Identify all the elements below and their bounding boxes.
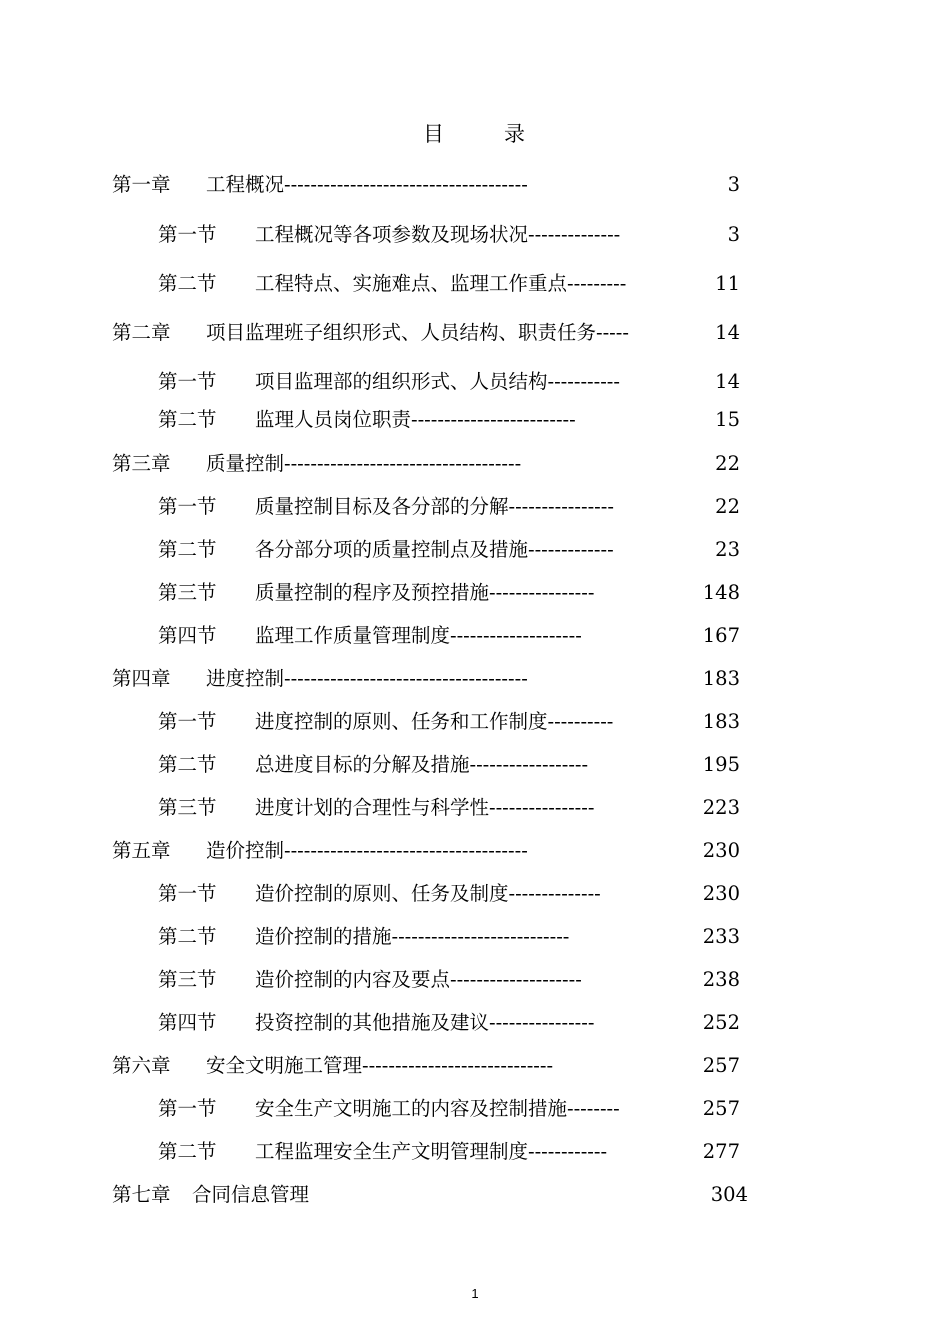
toc-title [0,118,950,148]
toc-entry-label: 第三节 [158,796,217,819]
toc-title-char-1: 目 [423,122,446,146]
toc-entry-title: 工程概况------------------------------------- [206,173,528,196]
toc-entry-title: 造价控制的内容及要点-------------------- [255,968,582,991]
toc-entry-label: 第二节 [158,272,217,295]
toc-entry-label: 第一节 [158,495,217,518]
toc-entry-page: 233 [702,925,740,948]
toc-entry-title: 质量控制目标及各分部的分解---------------- [255,495,614,518]
toc-chapter-entry [112,449,740,479]
toc-entry-label: 第三节 [158,968,217,991]
toc-entry-page: 195 [702,753,740,776]
toc-chapter-entry [112,1180,748,1210]
toc-entry-label: 第四节 [158,1011,217,1034]
toc-entry-title: 造价控制------------------------------------- [206,839,528,862]
toc-entry-page: 167 [702,624,740,647]
toc-entry-page: 252 [702,1011,740,1034]
toc-entry-title: 进度控制------------------------------------- [206,667,528,690]
toc-section-entry [158,220,740,250]
toc-entry-title: 安全生产文明施工的内容及控制措施-------- [255,1097,620,1120]
toc-entry-label: 第二节 [158,925,217,948]
toc-entry-label: 第一节 [158,223,217,246]
toc-entry-label: 第一节 [158,882,217,905]
toc-entry-label: 第三节 [158,581,217,604]
toc-entry-title: 项目监理班子组织形式、人员结构、职责任务----- [206,321,629,344]
toc-entry-title: 总进度目标的分解及措施------------------ [255,753,589,776]
toc-entry-title: 造价控制的原则、任务及制度-------------- [255,882,601,905]
toc-entry-page: 230 [702,882,740,905]
toc-entry-title: 合同信息管理 [192,1183,310,1206]
toc-entry-page: 15 [715,408,740,431]
toc-section-entry [158,578,740,608]
toc-entry-label: 第二节 [158,538,217,561]
toc-chapter-entry [112,1051,740,1081]
toc-entry-page: 183 [702,710,740,733]
toc-entry-title: 项目监理部的组织形式、人员结构----------- [255,370,620,393]
toc-entry-label: 第三章 [112,452,171,475]
toc-section-entry [158,492,740,522]
toc-entry-page: 230 [702,839,740,862]
toc-title-char-2: 录 [504,122,527,146]
toc-entry-page: 3 [727,223,740,246]
toc-entry-page: 14 [715,321,740,344]
toc-section-entry [158,535,740,565]
toc-entry-page: 148 [702,581,740,604]
toc-entry-page: 304 [710,1183,748,1206]
toc-entry-title: 监理工作质量管理制度-------------------- [255,624,582,647]
toc-entry-title: 工程监理安全生产文明管理制度------------ [255,1140,608,1163]
toc-entry-page: 183 [702,667,740,690]
toc-section-entry [158,707,740,737]
toc-entry-title: 进度计划的合理性与科学性---------------- [255,796,595,819]
toc-entry-page: 257 [702,1054,740,1077]
toc-entry-page: 277 [702,1140,740,1163]
toc-section-entry [158,269,740,299]
toc-entry-page: 238 [702,968,740,991]
toc-entry-page: 3 [727,173,740,196]
toc-entry-label: 第四节 [158,624,217,647]
toc-entry-title: 工程特点、实施难点、监理工作重点--------- [255,272,627,295]
toc-entry-page: 223 [702,796,740,819]
toc-section-entry [158,965,740,995]
toc-section-entry [158,405,740,435]
toc-entry-label: 第二节 [158,1140,217,1163]
toc-section-entry [158,879,740,909]
toc-entry-page: 22 [715,495,740,518]
toc-chapter-entry [112,836,740,866]
toc-entry-title: 安全文明施工管理----------------------------- [206,1054,554,1077]
toc-entry-title: 投资控制的其他措施及建议---------------- [255,1011,595,1034]
toc-section-entry [158,750,740,780]
toc-section-entry [158,1137,740,1167]
toc-chapter-entry [112,170,740,200]
toc-entry-label: 第六章 [112,1054,171,1077]
toc-entry-title: 进度控制的原则、任务和工作制度---------- [255,710,614,733]
toc-chapter-entry [112,664,740,694]
toc-entry-title: 工程概况等各项参数及现场状况-------------- [255,223,621,246]
toc-entry-title: 造价控制的措施--------------------------- [255,925,570,948]
toc-entry-label: 第一节 [158,370,217,393]
toc-section-entry [158,367,740,397]
toc-entry-page: 22 [715,452,740,475]
toc-entry-label: 第二节 [158,753,217,776]
toc-entry-page: 11 [715,272,740,295]
toc-entry-label: 第七章 [112,1183,171,1206]
toc-entry-page: 257 [702,1097,740,1120]
toc-entry-page: 14 [715,370,740,393]
toc-entry-title: 质量控制------------------------------------ [206,452,522,475]
toc-section-entry [158,1094,740,1124]
toc-entry-title: 质量控制的程序及预控措施---------------- [255,581,595,604]
toc-section-entry [158,793,740,823]
toc-entry-label: 第二节 [158,408,217,431]
toc-chapter-entry [112,318,740,348]
toc-entry-title: 监理人员岗位职责------------------------- [255,408,576,431]
toc-section-entry [158,621,740,651]
toc-entry-label: 第五章 [112,839,171,862]
toc-entry-label: 第一章 [112,173,171,196]
toc-section-entry [158,1008,740,1038]
toc-section-entry [158,922,740,952]
toc-entry-label: 第一节 [158,1097,217,1120]
toc-entry-page: 23 [715,538,740,561]
toc-entry-label: 第四章 [112,667,171,690]
toc-entry-label: 第二章 [112,321,171,344]
toc-entry-title: 各分部分项的质量控制点及措施------------- [255,538,614,561]
toc-entry-label: 第一节 [158,710,217,733]
page-number: 1 [471,1286,479,1301]
